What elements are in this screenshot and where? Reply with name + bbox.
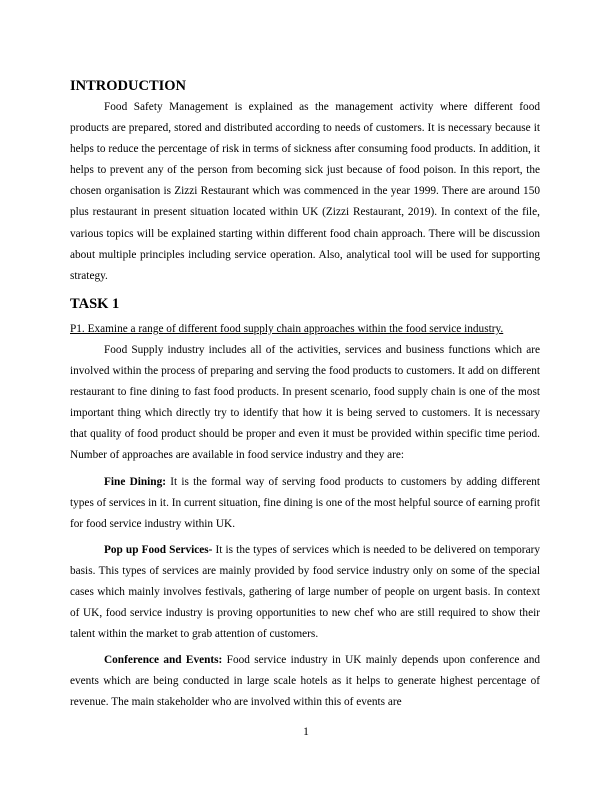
- approach-term: Pop up Food Services-: [104, 543, 213, 556]
- introduction-heading: INTRODUCTION: [70, 78, 187, 94]
- page-content: [70, 76, 540, 714]
- task1-intro-paragraph: Food Supply industry includes all of the activities, services and business functions which are involved within the process of preparing and serving the food products to customers. It add on different restaurant to fine dining to fast food products. In present scenario, food supply chain is one of the most important thing which directly try to identify that how it is being served to customers. It is necessary that quality of food product should be proper and even it must be provided within specific time period. Number of approaches are available in food service industry and they are:: [70, 343, 540, 462]
- approach-text: It is the formal way of serving food products to customers by adding different types of services in it. In current situation, fine dining is one of the most helpful source of earning profit for food service industry within UK.: [70, 475, 540, 530]
- task1-subheading: P1. Examine a range of different food supply chain approaches within the food service industry.: [70, 322, 504, 335]
- approach-term: Fine Dining:: [104, 475, 166, 488]
- approach-pop-up-food-services: [70, 540, 540, 645]
- task1-heading: TASK 1: [70, 295, 120, 312]
- approach-text: Food service industry in UK mainly depends upon conference and events which are being conducted in large scale hotels as it helps to generate highest percentage of revenue. The main stakeholder who are involved within this of events are: [70, 654, 541, 709]
- introduction-paragraph: Food Safety Management is explained as the management activity where different food products are prepared, stored and distributed according to needs of customers. It is necessary because it helps to reduce the percentage of risk in terms of sickness after consuming food products. In addition, it helps to prevent any of the person from becoming sick just because of food poison. In this report, the chosen organisation is Zizzi Restaurant which was commenced in the year 1999. There are around 150 plus restaurant in present situation located within UK (Zizzi Restaurant, 2019). In context of the file, various topics will be explained starting within different food chain approach. There will be discussion about multiple principles including service operation. Also, analytical tool will be used for supporting strategy.: [70, 101, 540, 282]
- page-number: 1: [303, 726, 309, 738]
- approach-conference-and-events: [70, 650, 540, 713]
- approach-text: It is the types of services which is needed to be delivered on temporary basis. This types of services are mainly provided by food service industry only on some of the special cases which mainly involves festivals, gathering of large number of people on urgent basis. In context of UK, food service industry is proving opportunities to new chef who are still required to show their talent within the market to grab attention of customers.: [70, 543, 540, 641]
- approach-term: Conference and Events:: [104, 654, 223, 667]
- approach-fine-dining: [70, 472, 540, 535]
